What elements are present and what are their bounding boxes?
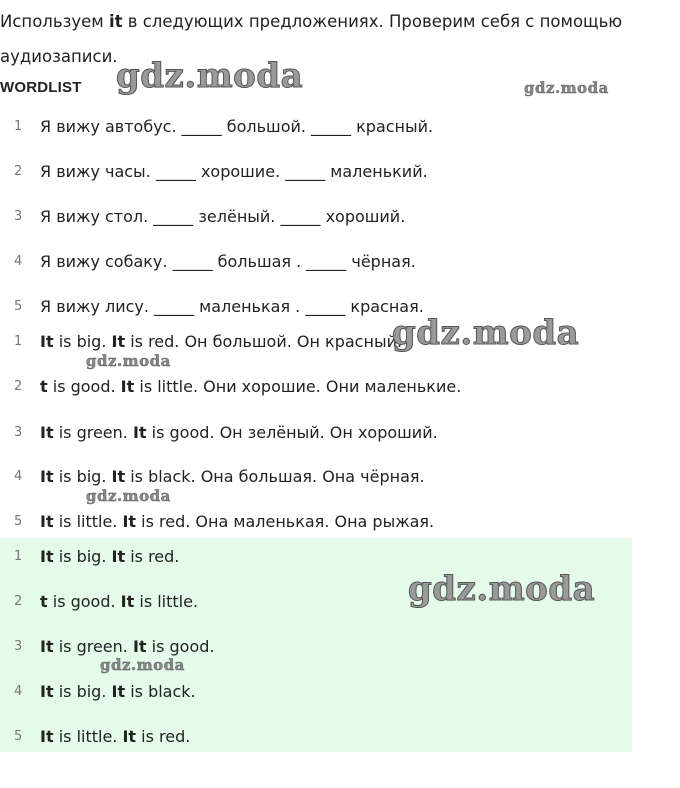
answer-item: [0, 374, 461, 398]
wordlist-heading: WORDLIST: [0, 79, 82, 96]
watermark-logo: gdz.moda: [86, 352, 171, 370]
item-number: 1: [14, 333, 23, 349]
item-number: 4: [14, 253, 23, 269]
instruction-part1: Используем: [0, 12, 109, 31]
instruction-keyword: it: [108, 12, 123, 31]
item-number: 2: [14, 378, 23, 394]
watermark-logo: gdz.moda: [392, 313, 580, 353]
answer-item: [0, 464, 425, 488]
answer-item: [0, 509, 434, 533]
answer-item: [0, 420, 438, 444]
item-number: 1: [14, 118, 23, 134]
watermark-logo: gdz.moda: [86, 487, 171, 505]
answer-text: t is good. It is little. Они хорошие. Они маленькие.: [40, 376, 462, 396]
answer-text: It is little. It is red. Она маленькая. Она рыжая.: [40, 511, 435, 531]
task-text: Я вижу лису. _____ маленькая . _____ красная.: [40, 296, 424, 316]
english-text: It is big. It is black.: [40, 681, 196, 701]
answer-text: It is big. It is black. Она большая. Она чёрная.: [40, 466, 425, 486]
item-number: 3: [14, 424, 23, 440]
task-item: [0, 159, 428, 183]
item-number: 3: [14, 638, 23, 654]
task-text: Я вижу собаку. _____ большая . _____ чёрная.: [40, 251, 416, 271]
english-item: [0, 589, 198, 613]
task-item: [0, 204, 405, 228]
item-number: 2: [14, 593, 23, 609]
item-number: 3: [14, 208, 23, 224]
task-text: Я вижу автобус. _____ большой. _____ красный.: [40, 116, 434, 136]
task-item: [0, 294, 424, 318]
english-item: [0, 634, 215, 658]
instruction-text: [0, 4, 640, 74]
item-number: 1: [14, 548, 23, 564]
item-number: 4: [14, 468, 23, 484]
task-text: Я вижу стол. _____ зелёный. _____ хороший.: [40, 206, 406, 226]
task-item: [0, 249, 416, 273]
item-number: 4: [14, 683, 23, 699]
english-text: It is big. It is red.: [40, 546, 180, 566]
item-number: 2: [14, 163, 23, 179]
english-text: It is green. It is good.: [40, 636, 215, 656]
watermark-logo: gdz.moda: [116, 56, 304, 96]
english-text: t is good. It is little.: [40, 591, 199, 611]
answer-text: It is big. It is red. Он большой. Он красный.: [40, 331, 403, 351]
answer-text: It is green. It is good. Он зелёный. Он хороший.: [40, 422, 438, 442]
english-item: [0, 724, 190, 748]
english-text: It is little. It is red.: [40, 726, 191, 746]
item-number: 5: [14, 728, 23, 744]
watermark-logo: gdz.moda: [100, 656, 185, 674]
task-text: Я вижу часы. _____ хорошие. _____ маленький.: [40, 161, 428, 181]
english-item: [0, 679, 196, 703]
watermark-logo: gdz.moda: [408, 569, 596, 609]
answer-item: [0, 329, 402, 353]
instruction-part2: в следующих предложениях. Проверим себя с помощью аудиозаписи.: [0, 12, 623, 66]
task-item: [0, 114, 433, 138]
english-item: [0, 544, 179, 568]
watermark-logo: gdz.moda: [524, 79, 609, 97]
item-number: 5: [14, 298, 23, 314]
item-number: 5: [14, 513, 23, 529]
